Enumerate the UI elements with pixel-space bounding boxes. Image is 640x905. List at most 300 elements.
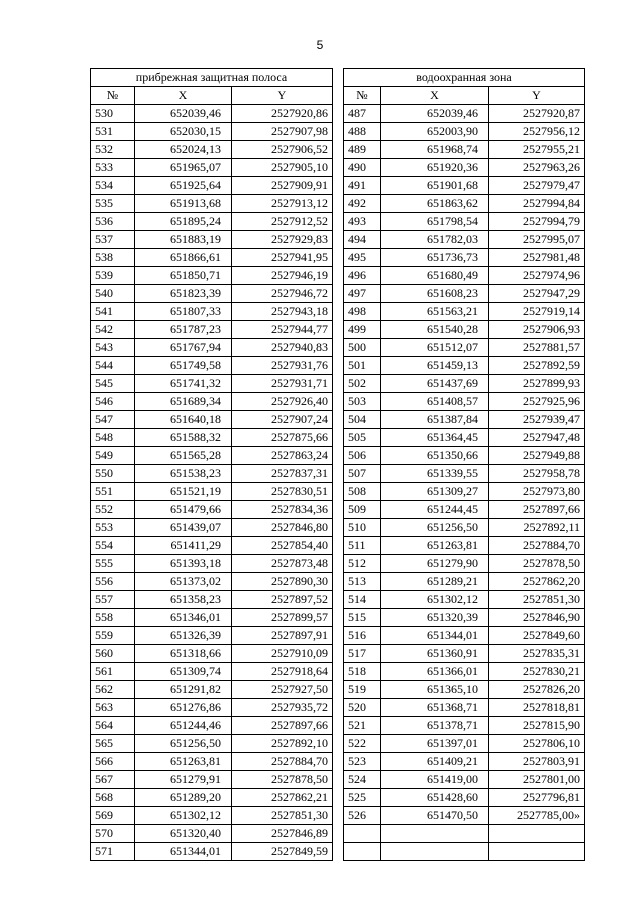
cell-point-number: 504 [344, 411, 381, 429]
cell-x-coordinate: 651368,71 [381, 699, 489, 717]
cell-point-number: 554 [91, 537, 135, 555]
cell-x-coordinate: 651901,68 [381, 177, 489, 195]
cell-y-coordinate: 2527862,20 [489, 573, 585, 591]
cell-x-coordinate: 651344,01 [135, 843, 232, 861]
table-row [91, 501, 333, 519]
cell-x-coordinate: 651302,12 [135, 807, 232, 825]
cell-y-coordinate: 2527946,19 [232, 267, 333, 285]
cell-point-number: 510 [344, 519, 381, 537]
table-row [91, 843, 333, 861]
table-row [344, 465, 585, 483]
cell-y-coordinate: 2527995,07 [489, 231, 585, 249]
table-row [91, 177, 333, 195]
cell-y-coordinate: 2527834,36 [232, 501, 333, 519]
cell-point-number: 535 [91, 195, 135, 213]
column-header-y: Y [232, 87, 333, 105]
table-row [91, 681, 333, 699]
cell-point-number: 521 [344, 717, 381, 735]
cell-point-number: 556 [91, 573, 135, 591]
cell-x-coordinate: 651736,73 [381, 249, 489, 267]
cell-y-coordinate: 2527907,24 [232, 411, 333, 429]
cell-y-coordinate: 2527956,12 [489, 123, 585, 141]
cell-y-coordinate: 2527830,51 [232, 483, 333, 501]
cell-y-coordinate: 2527919,14 [489, 303, 585, 321]
cell-x-coordinate: 651320,39 [381, 609, 489, 627]
cell-x-coordinate: 651419,00 [381, 771, 489, 789]
cell-point-number: 544 [91, 357, 135, 375]
cell-x-coordinate: 651798,54 [381, 213, 489, 231]
cell-x-coordinate: 651346,01 [135, 609, 232, 627]
table-row [344, 645, 585, 663]
table-row [91, 447, 333, 465]
table-row [344, 231, 585, 249]
cell-x-coordinate: 651680,49 [381, 267, 489, 285]
cell-point-number: 499 [344, 321, 381, 339]
table-row [91, 321, 333, 339]
cell-y-coordinate: 2527906,52 [232, 141, 333, 159]
table-row [344, 177, 585, 195]
table-row [91, 573, 333, 591]
cell-point-number: 530 [91, 105, 135, 123]
cell-x-coordinate: 651512,07 [381, 339, 489, 357]
empty-cell [381, 825, 489, 843]
cell-x-coordinate: 651428,60 [381, 789, 489, 807]
cell-y-coordinate: 2527897,91 [232, 627, 333, 645]
cell-y-coordinate: 2527940,83 [232, 339, 333, 357]
table-row [91, 303, 333, 321]
table-row [344, 573, 585, 591]
cell-point-number: 493 [344, 213, 381, 231]
cell-point-number: 489 [344, 141, 381, 159]
table-row [91, 555, 333, 573]
cell-x-coordinate: 651289,21 [381, 573, 489, 591]
cell-x-coordinate: 651344,01 [381, 627, 489, 645]
cell-x-coordinate: 651540,28 [381, 321, 489, 339]
table-row [91, 285, 333, 303]
cell-point-number: 524 [344, 771, 381, 789]
cell-y-coordinate: 2527801,00 [489, 771, 585, 789]
table-row [91, 231, 333, 249]
cell-point-number: 495 [344, 249, 381, 267]
cell-y-coordinate: 2527906,93 [489, 321, 585, 339]
cell-x-coordinate: 652039,46 [135, 105, 232, 123]
cell-x-coordinate: 651263,81 [135, 753, 232, 771]
cell-point-number: 496 [344, 267, 381, 285]
cell-y-coordinate: 2527862,21 [232, 789, 333, 807]
cell-point-number: 555 [91, 555, 135, 573]
cell-point-number: 542 [91, 321, 135, 339]
table-row [344, 375, 585, 393]
cell-x-coordinate: 651411,29 [135, 537, 232, 555]
cell-point-number: 567 [91, 771, 135, 789]
cell-point-number: 547 [91, 411, 135, 429]
cell-point-number: 558 [91, 609, 135, 627]
cell-x-coordinate: 651640,18 [135, 411, 232, 429]
cell-x-coordinate: 651920,36 [381, 159, 489, 177]
table-row [91, 609, 333, 627]
cell-y-coordinate: 2527974,96 [489, 267, 585, 285]
cell-x-coordinate: 651782,03 [381, 231, 489, 249]
table-row [344, 141, 585, 159]
cell-y-coordinate: 2527949,88 [489, 447, 585, 465]
cell-x-coordinate: 651965,07 [135, 159, 232, 177]
table-row [344, 609, 585, 627]
table-row [91, 663, 333, 681]
cell-point-number: 511 [344, 537, 381, 555]
cell-point-number: 534 [91, 177, 135, 195]
cell-x-coordinate: 652003,90 [381, 123, 489, 141]
cell-point-number: 520 [344, 699, 381, 717]
cell-y-coordinate: 2527884,70 [489, 537, 585, 555]
cell-y-coordinate: 2527835,31 [489, 645, 585, 663]
cell-x-coordinate: 651339,55 [381, 465, 489, 483]
cell-x-coordinate: 651521,19 [135, 483, 232, 501]
cell-point-number: 540 [91, 285, 135, 303]
cell-x-coordinate: 651863,62 [381, 195, 489, 213]
cell-x-coordinate: 652039,46 [381, 105, 489, 123]
cell-point-number: 552 [91, 501, 135, 519]
cell-x-coordinate: 651318,66 [135, 645, 232, 663]
cell-x-coordinate: 651437,69 [381, 375, 489, 393]
cell-y-coordinate: 2527929,83 [232, 231, 333, 249]
cell-y-coordinate: 2527826,20 [489, 681, 585, 699]
table-row [344, 267, 585, 285]
cell-y-coordinate: 2527981,48 [489, 249, 585, 267]
column-header-number: № [91, 87, 135, 105]
table-title: водоохранная зона [344, 69, 585, 87]
table-row [344, 123, 585, 141]
cell-point-number: 519 [344, 681, 381, 699]
cell-point-number: 566 [91, 753, 135, 771]
cell-point-number: 502 [344, 375, 381, 393]
cell-point-number: 522 [344, 735, 381, 753]
cell-point-number: 512 [344, 555, 381, 573]
cell-point-number: 505 [344, 429, 381, 447]
cell-y-coordinate: 2527796,81 [489, 789, 585, 807]
table-row [91, 699, 333, 717]
cell-y-coordinate: 2527909,91 [232, 177, 333, 195]
cell-x-coordinate: 651749,58 [135, 357, 232, 375]
table-row [344, 555, 585, 573]
table-row [344, 393, 585, 411]
cell-y-coordinate: 2527926,40 [232, 393, 333, 411]
cell-x-coordinate: 651279,91 [135, 771, 232, 789]
cell-y-coordinate: 2527899,57 [232, 609, 333, 627]
empty-table-row [344, 825, 585, 843]
cell-y-coordinate: 2527943,18 [232, 303, 333, 321]
cell-point-number: 543 [91, 339, 135, 357]
cell-x-coordinate: 651787,23 [135, 321, 232, 339]
table-row [344, 627, 585, 645]
cell-y-coordinate: 2527941,95 [232, 249, 333, 267]
cell-point-number: 571 [91, 843, 135, 861]
cell-x-coordinate: 651289,20 [135, 789, 232, 807]
table-row [344, 249, 585, 267]
cell-y-coordinate: 2527897,66 [489, 501, 585, 519]
cell-point-number: 514 [344, 591, 381, 609]
empty-cell [344, 825, 381, 843]
table-row [344, 285, 585, 303]
cell-y-coordinate: 2527931,71 [232, 375, 333, 393]
cell-y-coordinate: 2527910,09 [232, 645, 333, 663]
cell-y-coordinate: 2527892,11 [489, 519, 585, 537]
cell-y-coordinate: 2527920,87 [489, 105, 585, 123]
cell-x-coordinate: 651364,45 [381, 429, 489, 447]
cell-y-coordinate: 2527849,59 [232, 843, 333, 861]
cell-point-number: 506 [344, 447, 381, 465]
cell-y-coordinate: 2527963,26 [489, 159, 585, 177]
table-row [91, 483, 333, 501]
cell-x-coordinate: 651913,68 [135, 195, 232, 213]
cell-y-coordinate: 2527881,57 [489, 339, 585, 357]
cell-y-coordinate: 2527851,30 [489, 591, 585, 609]
cell-point-number: 492 [344, 195, 381, 213]
cell-point-number: 551 [91, 483, 135, 501]
cell-y-coordinate: 2527958,78 [489, 465, 585, 483]
cell-y-coordinate: 2527846,90 [489, 609, 585, 627]
cell-point-number: 545 [91, 375, 135, 393]
column-header-x: X [381, 87, 489, 105]
cell-y-coordinate: 2527925,96 [489, 393, 585, 411]
table-title: прибрежная защитная полоса [91, 69, 333, 87]
cell-y-coordinate: 2527955,21 [489, 141, 585, 159]
cell-x-coordinate: 651807,33 [135, 303, 232, 321]
cell-point-number: 517 [344, 645, 381, 663]
cell-x-coordinate: 651608,23 [381, 285, 489, 303]
cell-x-coordinate: 651895,24 [135, 213, 232, 231]
cell-point-number: 509 [344, 501, 381, 519]
cell-point-number: 507 [344, 465, 381, 483]
cell-x-coordinate: 651850,71 [135, 267, 232, 285]
cell-point-number: 515 [344, 609, 381, 627]
cell-y-coordinate: 2527892,10 [232, 735, 333, 753]
table-row [91, 249, 333, 267]
cell-point-number: 525 [344, 789, 381, 807]
cell-y-coordinate: 2527944,77 [232, 321, 333, 339]
table-row [344, 321, 585, 339]
cell-point-number: 526 [344, 807, 381, 825]
cell-point-number: 565 [91, 735, 135, 753]
table-row [344, 681, 585, 699]
table-row [91, 465, 333, 483]
table-row [91, 213, 333, 231]
cell-y-coordinate: 2527899,93 [489, 375, 585, 393]
cell-point-number: 498 [344, 303, 381, 321]
cell-point-number: 560 [91, 645, 135, 663]
cell-x-coordinate: 651866,61 [135, 249, 232, 267]
table-row [344, 213, 585, 231]
cell-point-number: 508 [344, 483, 381, 501]
cell-y-coordinate: 2527830,21 [489, 663, 585, 681]
table-row [344, 789, 585, 807]
cell-y-coordinate: 2527947,29 [489, 285, 585, 303]
column-header-x: X [135, 87, 232, 105]
cell-x-coordinate: 651968,74 [381, 141, 489, 159]
table-row [344, 519, 585, 537]
cell-x-coordinate: 651565,28 [135, 447, 232, 465]
cell-x-coordinate: 651883,19 [135, 231, 232, 249]
cell-point-number: 491 [344, 177, 381, 195]
cell-y-coordinate: 2527892,59 [489, 357, 585, 375]
cell-point-number: 553 [91, 519, 135, 537]
cell-y-coordinate: 2527846,80 [232, 519, 333, 537]
cell-point-number: 500 [344, 339, 381, 357]
cell-y-coordinate: 2527907,98 [232, 123, 333, 141]
cell-x-coordinate: 651366,01 [381, 663, 489, 681]
cell-point-number: 532 [91, 141, 135, 159]
column-header-number: № [344, 87, 381, 105]
cell-x-coordinate: 651397,01 [381, 735, 489, 753]
cell-point-number: 562 [91, 681, 135, 699]
cell-x-coordinate: 651925,64 [135, 177, 232, 195]
cell-x-coordinate: 651279,90 [381, 555, 489, 573]
table-row [344, 357, 585, 375]
cell-x-coordinate: 651358,23 [135, 591, 232, 609]
cell-y-coordinate: 2527973,80 [489, 483, 585, 501]
cell-x-coordinate: 651360,91 [381, 645, 489, 663]
cell-point-number: 570 [91, 825, 135, 843]
table-row [344, 447, 585, 465]
cell-y-coordinate: 2527935,72 [232, 699, 333, 717]
cell-x-coordinate: 651393,18 [135, 555, 232, 573]
table-row [91, 591, 333, 609]
cell-y-coordinate: 2527947,48 [489, 429, 585, 447]
cell-x-coordinate: 651409,21 [381, 753, 489, 771]
cell-x-coordinate: 651767,94 [135, 339, 232, 357]
cell-y-coordinate: 2527815,90 [489, 717, 585, 735]
empty-table-row [344, 843, 585, 861]
cell-x-coordinate: 651256,50 [381, 519, 489, 537]
table-row [344, 717, 585, 735]
cell-x-coordinate: 651302,12 [381, 591, 489, 609]
cell-y-coordinate: 2527818,81 [489, 699, 585, 717]
table-row [91, 735, 333, 753]
cell-point-number: 518 [344, 663, 381, 681]
cell-y-coordinate: 2527994,79 [489, 213, 585, 231]
table-row [91, 411, 333, 429]
cell-x-coordinate: 651244,46 [135, 717, 232, 735]
cell-x-coordinate: 651741,32 [135, 375, 232, 393]
table-row [91, 339, 333, 357]
table-row [91, 771, 333, 789]
cell-point-number: 559 [91, 627, 135, 645]
table-row [344, 537, 585, 555]
table-row [344, 429, 585, 447]
cell-y-coordinate: 2527931,76 [232, 357, 333, 375]
cell-x-coordinate: 652030,15 [135, 123, 232, 141]
cell-point-number: 561 [91, 663, 135, 681]
cell-x-coordinate: 651387,84 [381, 411, 489, 429]
cell-point-number: 548 [91, 429, 135, 447]
page-number: 5 [316, 38, 324, 52]
table-row [91, 123, 333, 141]
cell-y-coordinate: 2527837,31 [232, 465, 333, 483]
table-row [91, 195, 333, 213]
cell-y-coordinate: 2527854,40 [232, 537, 333, 555]
table-row [91, 519, 333, 537]
table-row [91, 357, 333, 375]
cell-y-coordinate: 2527890,30 [232, 573, 333, 591]
table-row [91, 537, 333, 555]
cell-point-number: 488 [344, 123, 381, 141]
cell-x-coordinate: 651350,66 [381, 447, 489, 465]
cell-point-number: 546 [91, 393, 135, 411]
cell-y-coordinate: 2527905,10 [232, 159, 333, 177]
cell-x-coordinate: 651309,74 [135, 663, 232, 681]
cell-y-coordinate: 2527806,10 [489, 735, 585, 753]
table-row [344, 411, 585, 429]
cell-point-number: 516 [344, 627, 381, 645]
cell-point-number: 550 [91, 465, 135, 483]
cell-x-coordinate: 651309,27 [381, 483, 489, 501]
table-row [344, 807, 585, 825]
table-row [344, 195, 585, 213]
table-row [91, 267, 333, 285]
cell-y-coordinate: 2527884,70 [232, 753, 333, 771]
cell-x-coordinate: 651373,02 [135, 573, 232, 591]
cell-x-coordinate: 651291,82 [135, 681, 232, 699]
cell-point-number: 538 [91, 249, 135, 267]
table-row [91, 789, 333, 807]
cell-x-coordinate: 651365,10 [381, 681, 489, 699]
table-row [91, 717, 333, 735]
table-row [91, 141, 333, 159]
table-row [344, 339, 585, 357]
cell-point-number: 494 [344, 231, 381, 249]
empty-cell [381, 843, 489, 861]
cell-point-number: 531 [91, 123, 135, 141]
cell-y-coordinate: 2527913,12 [232, 195, 333, 213]
table-row [344, 753, 585, 771]
table-row [91, 645, 333, 663]
cell-point-number: 539 [91, 267, 135, 285]
table-row [344, 735, 585, 753]
cell-x-coordinate: 651378,71 [381, 717, 489, 735]
table-row [91, 807, 333, 825]
cell-point-number: 490 [344, 159, 381, 177]
table-row [344, 591, 585, 609]
cell-y-coordinate: 2527897,66 [232, 717, 333, 735]
cell-point-number: 501 [344, 357, 381, 375]
cell-point-number: 549 [91, 447, 135, 465]
cell-x-coordinate: 651689,34 [135, 393, 232, 411]
cell-point-number: 557 [91, 591, 135, 609]
column-header-y: Y [489, 87, 585, 105]
cell-point-number: 533 [91, 159, 135, 177]
cell-y-coordinate: 2527785,00» [489, 807, 585, 825]
empty-cell [489, 825, 585, 843]
table-row [344, 663, 585, 681]
cell-y-coordinate: 2527849,60 [489, 627, 585, 645]
cell-y-coordinate: 2527994,84 [489, 195, 585, 213]
table-row [91, 429, 333, 447]
empty-cell [489, 843, 585, 861]
table-row [91, 627, 333, 645]
cell-y-coordinate: 2527939,47 [489, 411, 585, 429]
table-row [344, 501, 585, 519]
cell-x-coordinate: 651459,13 [381, 357, 489, 375]
cell-point-number: 513 [344, 573, 381, 591]
cell-y-coordinate: 2527803,91 [489, 753, 585, 771]
cell-point-number: 568 [91, 789, 135, 807]
cell-y-coordinate: 2527912,52 [232, 213, 333, 231]
cell-y-coordinate: 2527873,48 [232, 555, 333, 573]
cell-point-number: 497 [344, 285, 381, 303]
cell-x-coordinate: 651470,50 [381, 807, 489, 825]
cell-y-coordinate: 2527875,66 [232, 429, 333, 447]
cell-point-number: 563 [91, 699, 135, 717]
cell-y-coordinate: 2527846,89 [232, 825, 333, 843]
